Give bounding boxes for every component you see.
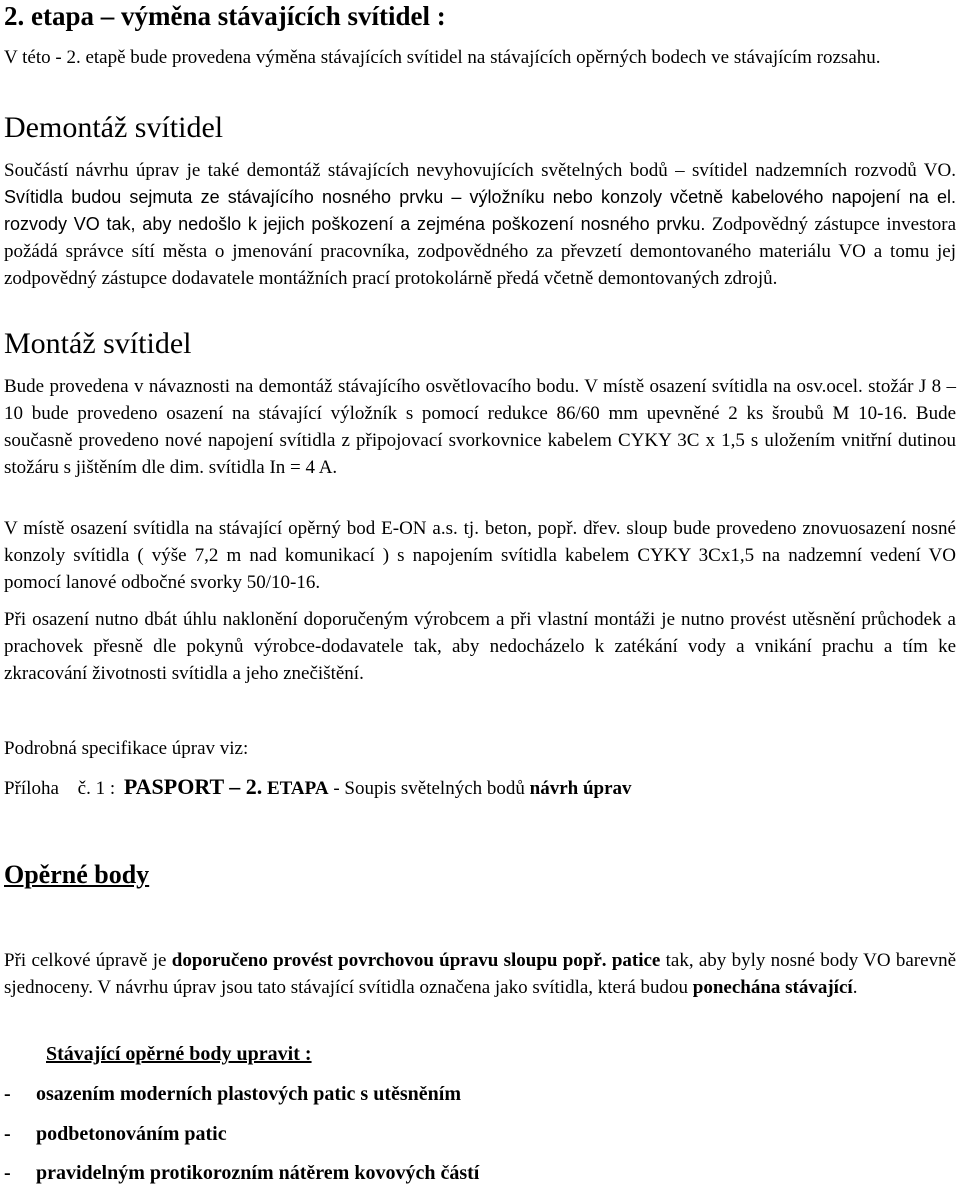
priloha-label: Příloha bbox=[4, 778, 59, 799]
operne-paragraph bbox=[4, 947, 956, 1001]
operne-text-2: tak, aby byly nosné body VO barevně sjednoceny. V návrhu úprav jsou tato stávající svítidla označena jako svítidla, která budou bbox=[4, 950, 956, 998]
section-heading: 2. etapa – výměna stávajících svítidel : bbox=[4, 1, 446, 31]
demontaz-text-1: Součástí návrhu úprav je také demontáž stávajících nevyhovujících světelných bodů – svítidel nadzemních rozvodů VO. bbox=[4, 160, 956, 181]
montaz-heading: Montáž svítidel bbox=[4, 327, 192, 360]
list-item bbox=[4, 1080, 956, 1108]
demontaz-heading: Demontáž svítidel bbox=[4, 111, 224, 144]
soupis-label: - Soupis světelných bodů bbox=[328, 778, 530, 799]
demontaz-text-2: Svítidla budou sejmuta ze stávajícího nosného prvku – výložníku nebo konzoly včetně kabelového napojení na el. rozvody VO tak, aby nedošlo k jejich poškození a zejména poškození nosného prvku. bbox=[4, 187, 956, 234]
etapa-label: ETAPA bbox=[266, 778, 329, 799]
list-item-text: podbetonováním patic bbox=[36, 1123, 227, 1145]
montaz-paragraph-1: Bude provedena v návaznosti na demontáž stávajícího osvětlovacího bodu. V místě osazení svítidla na osv.ocel. stožár J 8 – 10 bude provedeno osazení na stávající výložník s pomocí redukce 86/60 mm upevněné 2 ks šroubů M 10-16. Bude současně provedeno nové napojení svítidla z připojovací svorkovnice kabelem CYKY 3C x 1,5 s uložením vnitřní dutinou stožáru s jištěním dle dim. svítidla In = 4 A. bbox=[4, 376, 956, 478]
priloha-number: č. 1 : bbox=[77, 778, 116, 799]
demontaz-paragraph bbox=[4, 157, 956, 292]
operne-subheading bbox=[4, 1040, 956, 1068]
operne-bold-1: doporučeno provést povrchovou úpravu sloupu popř. patice bbox=[171, 950, 661, 971]
spec-line bbox=[4, 772, 956, 804]
list-dash: - bbox=[4, 1162, 11, 1184]
montaz-paragraph-2: V místě osazení svítidla na stávající opěrný bod E-ON a.s. tj. beton, popř. dřev. sloup bude provedeno znovuosazení nosné konzoly svítidla ( výše 7,2 m nad komunikací ) s napojením svítidla kabelem CYKY 3Cx1,5 na nadzemní vedení VO pomocí lanové odbočné svorky 50/10-16. bbox=[4, 518, 956, 593]
list-item-text: pravidelným protikorozním nátěrem kovových částí bbox=[36, 1162, 480, 1184]
list-item bbox=[4, 1159, 956, 1187]
pasport-label: PASPORT – 2. bbox=[123, 774, 263, 799]
intro-paragraph: V této - 2. etapě bude provedena výměna stávajících svítidel na stávajících opěrných bodech ve stávajícím rozsahu. bbox=[4, 47, 881, 68]
demontaz-text-3: Zodpovědný zástupce investora požádá správce sítí města o jmenování pracovníka, zodpovědného za převzetí demontovaného materiálu VO a tomu jej zodpovědný zástupce dodavatele montážních prací protokolárně předá včetně demontovaných zdrojů. bbox=[4, 214, 957, 289]
spec-label: Podrobná specifikace úprav viz: bbox=[4, 738, 249, 759]
list-item bbox=[4, 1120, 956, 1148]
operne-text-3: . bbox=[852, 977, 858, 998]
operne-bold-2: ponechána stávající bbox=[692, 977, 853, 998]
list-dash: - bbox=[4, 1123, 11, 1145]
operne-subheading-text: Stávající opěrné body upravit : bbox=[46, 1043, 312, 1065]
montaz-paragraph-3: Při osazení nutno dbát úhlu naklonění doporučeným výrobcem a při vlastní montáži je nutno provést utěsnění průchodek a prachovek přesně dle pokynů výrobce-dodavatele tak, aby nedocházelo k zatékání vody a vnikání prachu a tím ke zkracování životnosti svítidla a jeho znečištění. bbox=[4, 609, 956, 684]
list-item-text: osazením moderních plastových patic s utěsněním bbox=[36, 1083, 461, 1105]
operne-text-1: Při celkové úpravě je bbox=[4, 950, 172, 971]
list-dash: - bbox=[4, 1083, 11, 1105]
navrh-uprav-label: návrh úprav bbox=[529, 778, 632, 799]
operne-body-heading: Opěrné body bbox=[4, 860, 150, 889]
